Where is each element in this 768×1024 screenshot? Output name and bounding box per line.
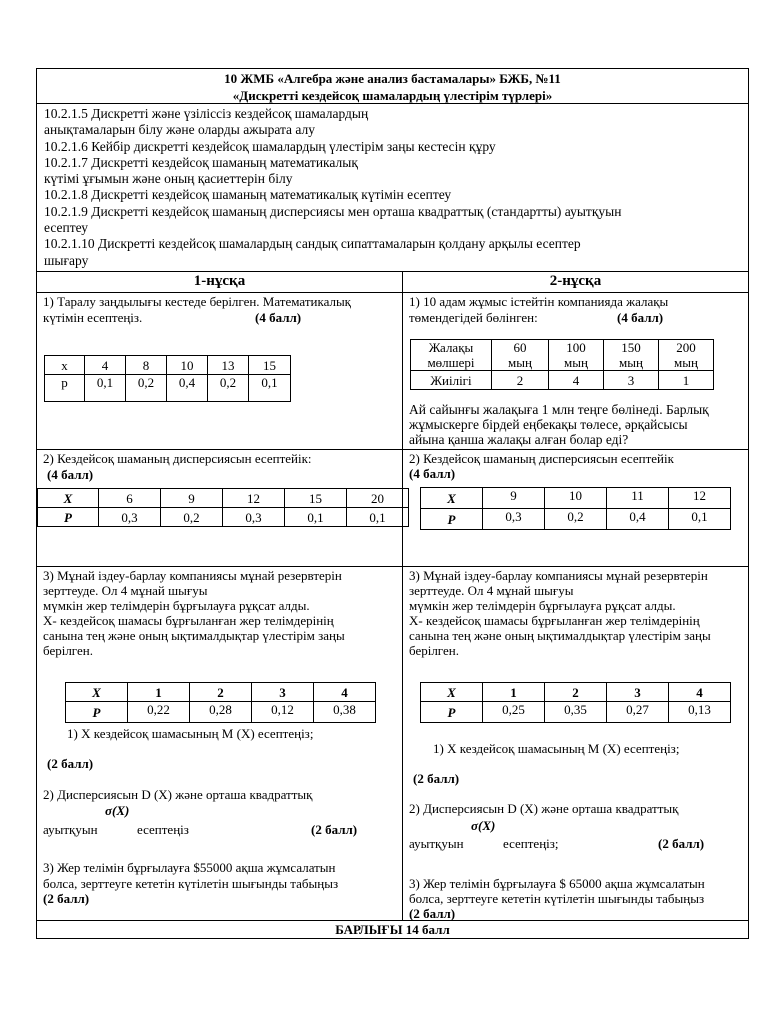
divider-variant-titles: [36, 292, 749, 293]
divider-header: [36, 103, 749, 104]
v1-task3-q3-line2: болса, зерттеуге кететін күтілетін шығынды табыңыз: [43, 876, 339, 891]
v1-task3-q1: 1) Х кездейсоқ шамасының М (Х) есептеңіз;: [67, 726, 314, 741]
table-cell: 2: [492, 371, 549, 390]
divider-task1: [36, 449, 749, 450]
table-cell: 12: [669, 488, 731, 509]
frame-right: [748, 68, 749, 939]
table-cell: 0,2: [208, 375, 249, 402]
table-cell: 4: [549, 371, 604, 390]
table-cell: 4: [85, 356, 126, 375]
divider-task2: [36, 566, 749, 567]
table-cell: 6: [99, 489, 161, 508]
table-cell: 9: [483, 488, 545, 509]
table-cell: X: [38, 489, 99, 508]
objective-line: есептеу: [44, 220, 89, 236]
v1-task3-table: [65, 682, 376, 723]
v1-task1-table: [44, 355, 291, 402]
table-cell: 0,1: [285, 508, 347, 527]
table-cell: 2: [190, 683, 252, 702]
table-cell: P: [421, 509, 483, 530]
v2-task3-text: 3) Мұнай іздеу-барлау компаниясы мұнай резервтерін зерттеуде. Ол 4 мұнай шығуы мүмкін жер телімдерін бұрғылауға рұқсат алды. X- кездейсоқ шамасы бұрғыланған жер телімдерінің санына тең және оның ықтималдықтар үлестірім заңы берілген.: [409, 568, 711, 658]
table-cell: 4: [314, 683, 376, 702]
v1-task3-q3-points: (2 балл): [43, 891, 90, 906]
table-cell: 13: [208, 356, 249, 375]
table-cell: 0,27: [607, 702, 669, 723]
table-cell: P: [421, 702, 483, 723]
table-cell: 15: [249, 356, 291, 375]
v2-task3-q1: 1) Х кездейсоқ шамасының М (Х) есептеңіз;: [433, 741, 680, 756]
table-cell: 9: [161, 489, 223, 508]
v1-task2-table: [37, 488, 409, 527]
v1-task3-q2-line1: 2) Дисперсиясын D (X) және орташа квадраттық: [43, 787, 313, 802]
v1-task3-q2-word2: есептеңіз: [137, 822, 189, 837]
table-cell: Жалақы мөлшері: [411, 340, 492, 371]
v2-task3-table: [420, 682, 731, 723]
table-cell: X: [66, 683, 128, 702]
v2-task2-table: [420, 487, 731, 530]
objective-line: 10.2.1.9 Дискретті кездейсоқ шаманың дисперсиясы мен орташа квадраттық (стандартты) ауытқуын: [44, 203, 622, 219]
table-cell: 150 мың: [604, 340, 659, 371]
v2-task3-q2-line1: 2) Дисперсиясын D (X) және орташа квадраттық: [409, 801, 679, 816]
v1-task1-line1: 1) Таралу заңдылығы кестеде берілген. Математикалық: [43, 294, 352, 309]
table-cell: 100 мың: [549, 340, 604, 371]
v1-task3-q2-points: (2 балл): [311, 822, 358, 837]
table-cell: X: [421, 683, 483, 702]
v1-task1-points: (4 балл): [255, 310, 302, 325]
column-divider: [402, 271, 403, 921]
objective-line: 10.2.1.10 Дискретті кездейсоқ шамалардың сандық сипаттамаларын қолдану арқылы есептер: [44, 236, 581, 252]
variant2-title: 2-нұсқа: [549, 273, 602, 289]
header-line1: 10 ЖМБ «Алгебра және анализ бастамалары» БЖБ, №11: [224, 71, 561, 86]
v2-task3-q3-points: (2 балл): [409, 906, 456, 921]
v1-task3-sigma: σ(X): [105, 803, 130, 818]
objective-line: 10.2.1.8 Дискретті кездейсоқ шаманың математикалық күтімін есептеу: [44, 187, 452, 203]
v1-task3-q2-word1: ауытқуын: [43, 822, 98, 837]
objective-line: 10.2.1.7 Дискретті кездейсоқ шаманың математикалық: [44, 154, 358, 170]
v1-task1-line2: күтімін есептеңіз.: [43, 310, 143, 325]
table-cell: 0,2: [545, 509, 607, 530]
table-cell: Жиілігі: [411, 371, 492, 390]
table-cell: 0,25: [483, 702, 545, 723]
table-cell: 0,22: [128, 702, 190, 723]
v2-task3-q3-line1: 3) Жер телімін бұрғылауға $ 65000 ақша жұмсалатын: [409, 876, 705, 891]
v1-task3-q1-points: (2 балл): [47, 756, 94, 771]
table-cell: 10: [545, 488, 607, 509]
v2-task3-q2-points: (2 балл): [658, 836, 705, 851]
v2-task1-table: [410, 339, 714, 390]
table-cell: 0,1: [347, 508, 409, 527]
table-cell: 3: [607, 683, 669, 702]
table-cell: 0,38: [314, 702, 376, 723]
v2-task3-q2-word1: ауытқуын: [409, 836, 464, 851]
v1-task2-points: (4 балл): [47, 467, 94, 482]
v1-task3-text: 3) Мұнай іздеу-барлау компаниясы мұнай резервтерін зерттеуде. Ол 4 мұнай шығуы мүмкін жер телімдерін бұрғылауға рұқсат алды. X- кездейсоқ шамасы бұрғыланған жер телімдерінің санына тең және оның ықтималдықтар үлестірім заңы берілген.: [43, 568, 345, 658]
table-cell: 0,28: [190, 702, 252, 723]
variant1-title: 1-нұсқа: [193, 273, 246, 289]
divider-objectives: [36, 271, 749, 272]
table-cell: 15: [285, 489, 347, 508]
v2-task2-line1: 2) Кездейсоқ шаманың дисперсиясын есептейік: [409, 451, 674, 466]
v2-task3-q1-points: (2 балл): [413, 771, 460, 786]
v2-task1-points: (4 балл): [617, 310, 664, 325]
table-cell: 2: [545, 683, 607, 702]
table-cell: 3: [252, 683, 314, 702]
table-cell: 12: [223, 489, 285, 508]
table-cell: 0,4: [607, 509, 669, 530]
objective-line: 10.2.1.5 Дискретті және үзіліссіз кездейсоқ шамалардың: [44, 106, 369, 121]
table-cell: 10: [167, 356, 208, 375]
table-cell: 0,1: [85, 375, 126, 402]
v2-task1-line2: төмендегідей бөлінген:: [409, 310, 538, 325]
frame-bottom: [36, 938, 749, 939]
v1-task2-line1: 2) Кездейсоқ шаманың дисперсиясын есептейік:: [43, 451, 312, 466]
footer-total: БАРЛЫҒЫ 14 балл: [335, 922, 450, 937]
table-cell: х: [45, 356, 85, 375]
header-line2: «Дискретті кездейсоқ шамалардың үлестірім түрлері»: [232, 88, 553, 103]
table-cell: 20: [347, 489, 409, 508]
table-cell: 8: [126, 356, 167, 375]
table-cell: 0,3: [99, 508, 161, 527]
v1-task3-q3-line1: 3) Жер телімін бұрғылауға $55000 ақша жұмсалатын: [43, 860, 336, 875]
v2-task1-text: Ай сайынғы жалақыға 1 млн теңге бөлінеді. Барлық жұмыскерге бірдей еңбекақы төлесе, әрқайсысы айына қанша жалақы алған болар еді?: [409, 402, 709, 447]
table-cell: 0,2: [126, 375, 167, 402]
v2-task3-sigma: σ(X): [471, 818, 496, 833]
objective-line: күтімі ұғымын және оның қасиеттерін білу: [44, 171, 293, 187]
v2-task1-line1: 1) 10 адам жұмыс істейтін компанияда жалақы: [409, 294, 669, 309]
table-cell: 1: [483, 683, 545, 702]
table-cell: 60 мың: [492, 340, 549, 371]
table-cell: 4: [669, 683, 731, 702]
table-cell: P: [66, 702, 128, 723]
objective-line: шығару: [44, 252, 89, 268]
table-cell: 0,3: [223, 508, 285, 527]
table-cell: 0,1: [669, 509, 731, 530]
table-cell: 0,1: [249, 375, 291, 402]
objective-line: 10.2.1.6 Кейбір дискретті кездейсоқ шамалардың үлестірім заңы кестесін құру: [44, 138, 496, 154]
table-cell: 0,35: [545, 702, 607, 723]
table-cell: 1: [128, 683, 190, 702]
frame-top: [36, 68, 749, 69]
table-cell: 1: [659, 371, 714, 390]
table-cell: 0,3: [483, 509, 545, 530]
table-cell: 0,13: [669, 702, 731, 723]
table-cell: 200 мың: [659, 340, 714, 371]
table-cell: 0,12: [252, 702, 314, 723]
table-cell: 0,2: [161, 508, 223, 527]
table-cell: р: [45, 375, 85, 402]
table-cell: 3: [604, 371, 659, 390]
v2-task3-q3-line2: болса, зерттеуге кететін күтілетін шығынды табыңыз: [409, 891, 705, 906]
v2-task2-points: (4 балл): [409, 466, 456, 481]
v2-task3-q2-word2: есептеңіз;: [503, 836, 559, 851]
divider-task3: [36, 920, 749, 921]
table-cell: X: [421, 488, 483, 509]
table-cell: 0,4: [167, 375, 208, 402]
table-cell: 11: [607, 488, 669, 509]
objective-line: анықтамаларын білу және оларды ажырата алу: [44, 122, 316, 138]
objectives-list: [44, 106, 744, 269]
table-cell: P: [38, 508, 99, 527]
